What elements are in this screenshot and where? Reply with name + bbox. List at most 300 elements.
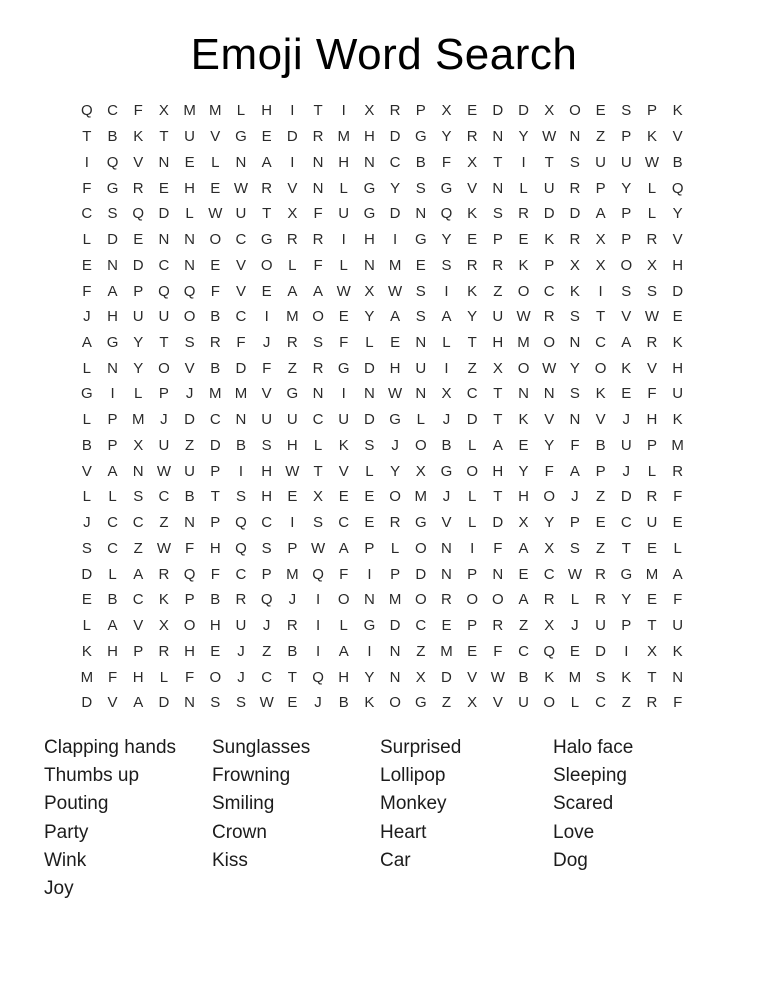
grid-letter: N [389,668,401,686]
grid-letter: S [415,179,426,197]
grid-letter: W [644,153,660,171]
grid-letter: V [646,359,657,377]
grid-letter: T [313,462,323,480]
grid-letter: S [621,282,632,300]
grid-letter: E [81,591,92,609]
grid-letter: H [338,668,350,686]
grid-letter: R [132,179,144,197]
grid-letter: C [389,153,401,171]
grid-letter: L [82,231,92,249]
grid-letter: B [287,642,298,660]
grid-letter: C [107,539,118,557]
grid-letter: H [492,333,504,351]
grid-letter: L [211,153,220,171]
grid-letter: R [389,514,401,532]
grid-letter: F [133,102,143,120]
grid-letter: X [158,617,169,635]
grid-letter: U [595,617,607,635]
grid-letter: P [364,539,375,557]
grid-letter: V [235,256,246,274]
grid-letter: H [646,411,658,429]
grid-letter: T [596,308,606,326]
grid-letter: R [389,102,401,120]
grid-letter: R [209,333,221,351]
grid-letter: U [158,436,170,454]
grid-letter: N [312,153,324,171]
grid-letter: V [672,128,683,146]
grid-letter: G [440,179,453,197]
grid-letter: V [467,668,478,686]
grid-letter: D [595,642,607,660]
grid-letter: J [442,411,451,429]
grid-letter: Y [441,128,452,146]
grid-letter: X [364,282,375,300]
grid-letter: S [595,668,606,686]
grid-letter: Z [441,694,452,712]
grid-letter: G [337,359,350,377]
grid-letter: P [261,565,272,583]
grid-letter: C [107,102,118,120]
grid-letter: V [672,231,683,249]
grid-letter: O [158,359,170,377]
grid-letter: Z [596,128,606,146]
grid-letter: Y [518,128,529,146]
grid-letter: I [444,282,449,300]
grid-letter: M [286,308,299,326]
grid-letter: Z [518,617,529,635]
grid-letter: G [81,385,93,403]
grid-letter: O [414,539,427,557]
grid-letter: U [261,411,273,429]
grid-letter: I [521,153,526,171]
grid-letter: T [647,668,657,686]
grid-letter: K [646,128,657,146]
grid-letter: N [158,231,170,249]
grid-letter: I [238,462,244,480]
grid-letter: D [363,411,375,429]
grid-letter: J [83,308,91,326]
grid-letter: F [647,385,657,403]
grid-letter: K [672,102,683,120]
grid-letter: N [363,591,375,609]
grid-letter: S [261,539,272,557]
grid-letter: P [210,462,221,480]
grid-letter: W [388,385,403,403]
grid-letter: K [672,333,683,351]
grid-letter: N [235,411,247,429]
grid-letter: I [290,102,295,120]
grid-letter: O [594,359,607,377]
grid-letter: A [261,153,272,171]
grid-letter: D [389,128,401,146]
grid-letter: F [570,436,580,454]
grid-letter: O [389,694,401,712]
grid-letter: E [210,179,221,197]
grid-letter: B [518,668,529,686]
grid-letter: U [415,359,427,377]
grid-letter: V [621,308,632,326]
grid-letter: W [233,179,249,197]
word-item: Kiss [212,849,248,871]
grid-letter: X [595,231,606,249]
grid-letter: Y [441,231,452,249]
grid-letter: D [518,102,529,120]
grid-letter: N [363,385,375,403]
grid-letter: N [415,385,427,403]
grid-letter: Q [183,282,196,300]
grid-letter: V [287,179,298,197]
grid-letter: V [133,617,144,635]
grid-letter: D [466,411,478,429]
grid-letter: Y [672,205,683,223]
grid-letter: U [543,179,555,197]
grid-letter: S [184,333,195,351]
grid-letter: B [107,591,118,609]
grid-letter: Q [235,514,247,532]
grid-letter: D [209,436,221,454]
grid-letter: A [492,436,503,454]
grid-letter: C [261,668,273,686]
word-item: Frowning [212,765,291,787]
grid-letter: F [313,256,323,274]
grid-letter: S [569,153,580,171]
grid-letter: S [441,256,452,274]
grid-letter: A [518,591,529,609]
grid-letter: R [646,333,658,351]
grid-letter: T [467,333,477,351]
grid-letter: R [646,488,658,506]
grid-letter: B [338,694,349,712]
grid-letter: Q [671,179,684,197]
grid-letter: B [210,308,221,326]
grid-letter: O [260,256,273,274]
grid-letter: J [622,462,631,480]
grid-letter: E [467,102,478,120]
grid-letter: T [493,488,503,506]
grid-letter: M [671,436,684,454]
grid-letter: Q [132,205,145,223]
grid-letter: L [339,617,348,635]
grid-letter: H [209,539,221,557]
grid-letter: D [107,231,118,249]
grid-letter: R [158,642,170,660]
grid-letter: Z [621,694,631,712]
grid-letter: F [236,333,246,351]
word-item: Halo face [553,737,634,758]
grid-letter: P [467,565,478,583]
grid-letter: H [107,642,118,660]
grid-letter: W [156,539,171,557]
grid-letter: S [261,436,272,454]
grid-letter: F [673,488,683,506]
grid-letter: N [235,153,247,171]
grid-letter: R [286,231,298,249]
grid-letter: A [133,565,144,583]
grid-letter: B [235,436,246,454]
grid-letter: H [338,153,350,171]
grid-letter: R [569,179,581,197]
grid-letter: C [338,514,350,532]
grid-letter: V [544,411,555,429]
grid-letter: P [107,411,118,429]
grid-letter: E [287,694,298,712]
grid-letter: W [208,205,223,223]
grid-letter: P [621,231,632,249]
grid-letter: W [156,462,171,480]
grid-letter: F [82,282,92,300]
grid-letter: M [131,411,145,429]
grid-letter: R [158,565,170,583]
grid-letter: S [364,436,375,454]
grid-letter: P [492,231,503,249]
grid-letter: C [543,282,555,300]
grid-letter: D [158,205,170,223]
grid-letter: R [466,128,478,146]
grid-letter: N [415,205,427,223]
word-list [44,734,753,903]
grid-letter: N [518,385,529,403]
grid-letter: X [544,539,555,557]
grid-letter: R [261,179,273,197]
grid-letter: H [286,436,298,454]
grid-letter: X [364,102,375,120]
grid-letter: T [159,128,169,146]
grid-letter: D [81,694,93,712]
grid-letter: R [569,231,581,249]
grid-letter: H [209,617,221,635]
grid-letter: C [158,488,170,506]
grid-letter: D [81,565,93,583]
grid-letter: L [313,436,323,454]
grid-letter: F [107,668,118,686]
grid-letter: E [364,514,375,532]
grid-letter: E [338,308,349,326]
grid-letter: Z [416,642,426,660]
grid-letter: U [132,308,144,326]
grid-letter: J [442,488,451,506]
grid-letter: M [337,128,350,146]
grid-letter: L [185,205,194,223]
grid-letter: G [414,231,427,249]
grid-letter: D [286,128,298,146]
grid-letter: A [390,308,401,326]
word-item: Sunglasses [212,737,311,758]
grid-letter: E [210,642,221,660]
grid-letter: P [595,179,606,197]
grid-letter: Q [543,642,556,660]
grid-letter: W [388,282,403,300]
grid-letter: R [312,359,324,377]
grid-letter: K [621,668,632,686]
grid-letter: J [237,668,245,686]
word-item: Crown [212,821,267,843]
grid-letter: S [569,308,580,326]
grid-letter: X [544,617,555,635]
grid-letter: N [184,231,196,249]
word-list-column-2 [212,734,380,875]
grid-letter: U [338,205,350,223]
grid-letter: S [313,333,324,351]
grid-letter: Z [596,539,606,557]
grid-letter: N [492,179,504,197]
grid-letter: X [441,102,452,120]
grid-letter: E [261,128,272,146]
grid-letter: R [518,205,529,223]
grid-letter: X [646,642,657,660]
grid-letter: Z [596,488,606,506]
grid-letter: L [442,333,451,351]
grid-letter: U [672,385,684,403]
grid-letter: A [569,462,580,480]
grid-letter: B [81,436,92,454]
grid-letter: L [467,488,477,506]
grid-letter: F [339,333,349,351]
grid-letter: M [80,668,94,686]
word-item: Sleeping [553,765,627,787]
grid-letter: K [595,385,606,403]
grid-letter: B [210,591,221,609]
grid-letter: S [210,694,221,712]
grid-letter: D [132,256,144,274]
grid-letter: D [492,514,504,532]
grid-letter: O [543,488,556,506]
grid-letter: D [363,359,375,377]
grid-letter: X [646,256,657,274]
grid-letter: O [337,591,350,609]
word-item: Surprised [380,737,462,758]
grid-letter: H [518,488,529,506]
grid-letter: U [158,308,170,326]
grid-letter: D [543,205,555,223]
grid-letter: P [646,436,657,454]
word-item: Thumbs up [44,765,140,787]
grid-letter: L [467,514,477,532]
grid-letter: W [259,694,274,712]
grid-letter: N [415,333,427,351]
grid-letter: O [620,256,633,274]
grid-letter: G [363,205,376,223]
grid-letter: R [646,694,658,712]
grid-letter: I [393,231,398,249]
grid-letter: V [261,385,272,403]
grid-letter: K [81,642,92,660]
grid-letter: P [158,385,169,403]
grid-letter: E [210,256,221,274]
grid-letter: N [569,128,581,146]
grid-letter: R [595,565,607,583]
grid-letter: L [339,179,348,197]
grid-letter: E [364,488,375,506]
grid-letter: C [518,642,529,660]
grid-letter: M [183,102,196,120]
grid-letter: N [569,333,581,351]
grid-letter: D [441,668,452,686]
grid-letter: T [544,153,554,171]
grid-letter: O [466,591,478,609]
grid-letter: V [81,462,92,480]
grid-letter: L [365,462,374,480]
grid-letter: S [107,205,118,223]
grid-letter: P [621,205,632,223]
grid-letter: E [415,256,426,274]
grid-letter: Z [185,436,195,454]
grid-letter: K [672,642,683,660]
grid-letter: H [389,359,401,377]
grid-letter: C [209,411,221,429]
grid-letter: H [672,359,684,377]
grid-letter: F [339,565,349,583]
grid-letter: T [493,385,503,403]
grid-letter: X [287,205,298,223]
grid-letter: V [184,359,195,377]
grid-letter: P [467,617,478,635]
grid-letter: U [286,411,298,429]
word-item: Scared [553,793,614,815]
grid-letter: M [234,385,248,403]
grid-letter: X [415,668,426,686]
grid-letter: J [262,617,271,635]
grid-letter: T [159,333,169,351]
grid-letter: U [518,694,529,712]
grid-letter: J [622,411,631,429]
grid-letter: Y [390,462,401,480]
grid-letter: X [441,385,452,403]
grid-letter: O [414,591,427,609]
grid-letter: E [184,153,195,171]
grid-letter: A [441,308,452,326]
grid-letter: E [646,591,657,609]
grid-letter: C [81,205,93,223]
grid-letter: O [312,308,324,326]
grid-letter: L [570,591,580,609]
grid-letter: H [363,231,375,249]
grid-letter: Y [621,591,632,609]
grid-letter: U [235,205,247,223]
grid-letter: Y [518,462,529,480]
grid-letter: W [516,308,531,326]
grid-letter: G [620,565,633,583]
grid-letter: I [315,591,321,609]
grid-letter: A [107,282,118,300]
grid-letter: N [312,179,324,197]
grid-letter: Y [467,308,478,326]
grid-letter: J [391,436,399,454]
grid-letter: X [492,359,503,377]
grid-letter: L [236,102,246,120]
grid-letter: Q [312,565,324,583]
grid-letter: E [467,642,478,660]
grid-letter: E [672,514,683,532]
grid-letter: Y [133,333,144,351]
grid-letter: P [184,591,195,609]
grid-letter: K [672,411,683,429]
grid-letter: W [285,462,300,480]
grid-letter: K [467,205,478,223]
grid-letter: E [518,565,529,583]
grid-letter: L [108,565,117,583]
grid-letter: N [672,668,684,686]
grid-letter: K [158,591,169,609]
page-title: Emoji Word Search [190,30,578,79]
grid-letter: Y [133,359,144,377]
grid-letter: V [492,694,503,712]
grid-letter: I [290,514,295,532]
grid-letter: T [262,205,272,223]
grid-letter: T [647,617,657,635]
grid-letter: Y [569,359,580,377]
word-item: Heart [380,821,427,843]
word-item: Lollipop [380,765,446,787]
